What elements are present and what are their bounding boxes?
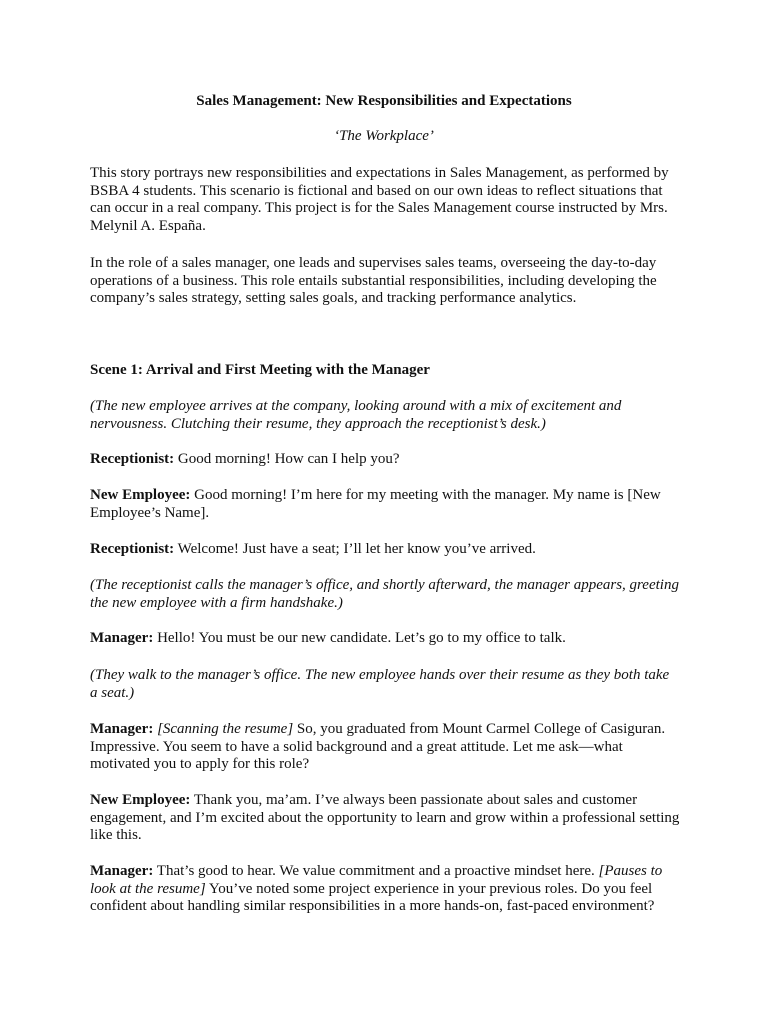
dialogue-text: Hello! You must be our new candidate. Let’s go to my office to talk. bbox=[153, 630, 566, 646]
dialogue-text: So, you graduated from Mount Carmel College of Casiguran. Impressive. You seem to have a solid background and a great attitude. Let me ask—what motivated you to apply for this role? bbox=[90, 721, 666, 773]
dialogue-text: Welcome! Just have a seat; I’ll let her know you’ve arrived. bbox=[174, 541, 536, 557]
stage-direction bbox=[90, 667, 680, 702]
dialogue-line bbox=[90, 451, 680, 469]
stage-direction bbox=[90, 577, 680, 612]
dialogue-line bbox=[90, 863, 680, 916]
document-title: Sales Management: New Responsibilities and Expectations bbox=[196, 93, 572, 109]
dialogue-text: Good morning! I’m here for my meeting with the manager. My name is [New Employee’s Name]. bbox=[90, 487, 661, 521]
dialogue-line bbox=[90, 487, 680, 522]
speaker-name: Manager: bbox=[90, 863, 154, 879]
dialogue-line bbox=[90, 541, 680, 559]
stage-direction-text: (They walk to the manager’s office. The new employee hands over their resume as they both take a seat.) bbox=[90, 667, 670, 701]
subtitle-text: ‘The Workplace’ bbox=[334, 128, 434, 144]
stage-direction-text: (The receptionist calls the manager’s office, and shortly afterward, the manager appears, greeting the new employee with a firm handshake.) bbox=[90, 577, 679, 611]
document-subtitle bbox=[0, 128, 768, 146]
dialogue-line bbox=[90, 721, 680, 774]
dialogue-text: Good morning! How can I help you? bbox=[174, 451, 400, 467]
speaker-name: Receptionist: bbox=[90, 451, 175, 467]
stage-direction-text: (The new employee arrives at the company, looking around with a mix of excitement and nervousness. Clutching their resume, they approach the receptionist’s desk.) bbox=[90, 398, 622, 432]
speaker-name: Receptionist: bbox=[90, 541, 175, 557]
intro-paragraph-2: In the role of a sales manager, one leads and supervises sales teams, overseeing the day-to-day operations of a business. This role entails substantial responsibilities, including developing the company’s sales strategy, setting sales goals, and tracking performance analytics. bbox=[90, 255, 657, 307]
dialogue-text: You’ve noted some project experience in your previous roles. Do you feel confident about handling similar responsibilities in a more hands-on, fast-paced environment? bbox=[90, 880, 655, 915]
speaker-name: Manager: bbox=[90, 721, 154, 737]
dialogue-line bbox=[90, 630, 680, 648]
speaker-name: New Employee: bbox=[90, 792, 191, 808]
dialogue-line bbox=[90, 792, 680, 845]
stage-direction bbox=[90, 398, 680, 433]
speaker-name: New Employee: bbox=[90, 487, 191, 503]
dialogue-text: Thank you, ma’am. I’ve always been passionate about sales and customer engagement, and I’m excited about the opportunity to learn and grow within a professional setting like this. bbox=[90, 792, 680, 844]
dialogue-text: That’s good to hear. We value commitment and a proactive mindset here. bbox=[153, 863, 599, 879]
scene-heading bbox=[90, 362, 680, 380]
inline-direction: [Pauses to look at the resume] bbox=[90, 863, 663, 897]
scene-heading-text: Scene 1: Arrival and First Meeting with the Manager bbox=[90, 362, 430, 378]
intro-paragraph-1: This story portrays new responsibilities and expectations in Sales Management, as performed by BSBA 4 students. This scenario is fictional and based on our own ideas to reflect situations that can occur in a real company. This project is for the Sales Management course instructed by Mrs. Melynil A. España. bbox=[90, 165, 669, 234]
speaker-name: Manager: bbox=[90, 630, 154, 646]
inline-direction: [Scanning the resume] bbox=[153, 721, 294, 737]
